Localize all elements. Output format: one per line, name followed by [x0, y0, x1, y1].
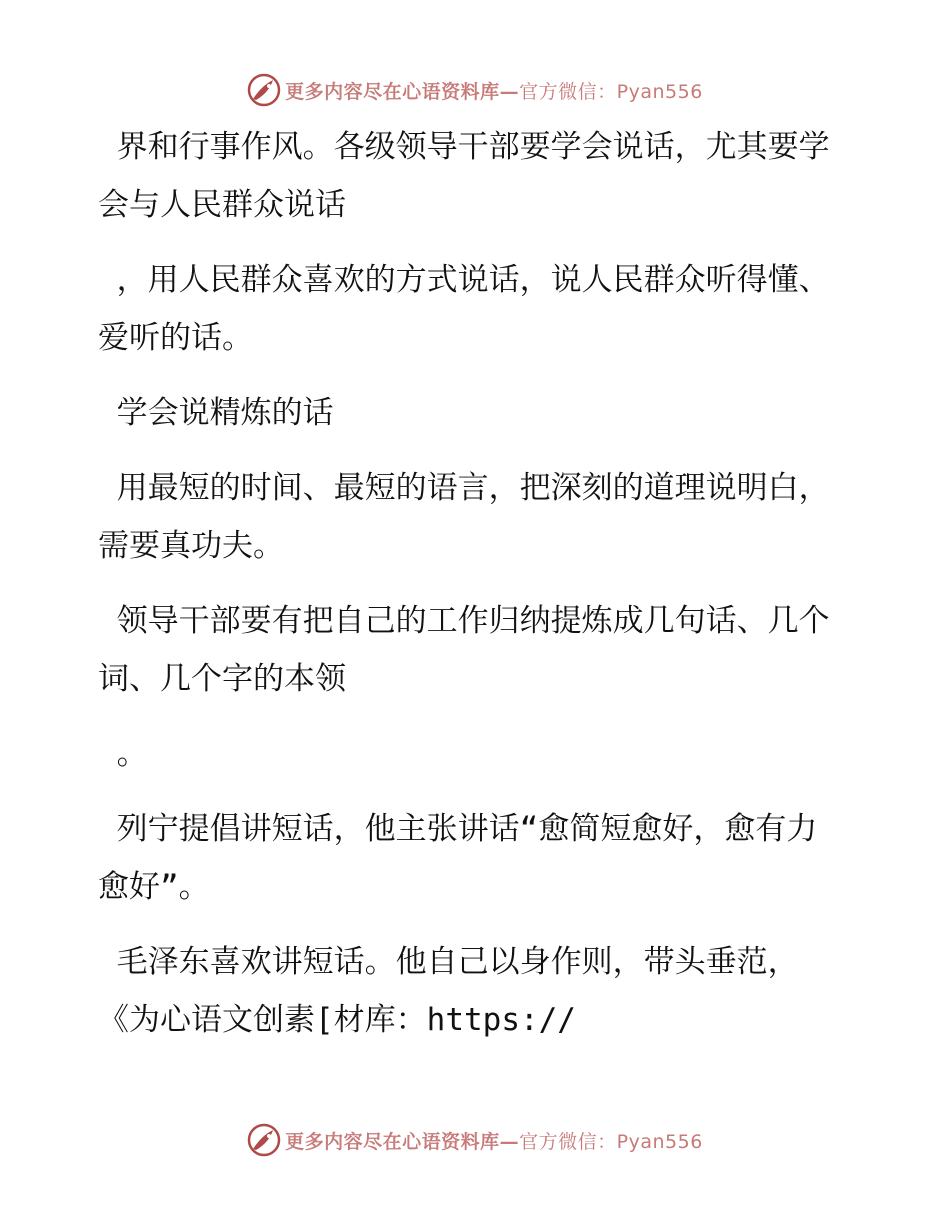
document-body — [98, 118, 838, 1066]
paragraph-3: 学会说精炼的话 — [98, 395, 334, 431]
header-banner-text: 更多内容尽在心语资料库—官方微信：Pyan556 — [285, 80, 703, 103]
header-banner — [0, 70, 950, 110]
pen-nib-logo-icon — [247, 1123, 281, 1157]
paragraph-1: 界和行事作风。各级领导干部要学会说话，尤其要学会与人民群众说话 — [98, 129, 830, 223]
paragraph-6: 。 — [98, 736, 148, 772]
footer-banner-contact: 官方微信：Pyan556 — [519, 1130, 703, 1153]
paragraph-2: ，用人民群众喜欢的方式说话，说人民群众听得懂、爱听的话。 — [98, 262, 830, 356]
footer-banner — [0, 1120, 950, 1160]
paragraph-8: 毛泽东喜欢讲短话。他自己以身作则，带头垂范，《为心语文创素[材库：https:// — [98, 944, 799, 1038]
paragraph-7: 列宁提倡讲短话，他主张讲话“愈简短愈好，愈有力愈好”。 — [98, 811, 818, 905]
footer-banner-text: 更多内容尽在心语资料库—官方微信：Pyan556 — [285, 1130, 703, 1153]
header-banner-contact: 官方微信：Pyan556 — [519, 80, 703, 103]
paragraph-4: 用最短的时间、最短的语言，把深刻的道理说明白，需要真功夫。 — [98, 470, 830, 564]
pen-nib-logo-icon — [247, 73, 281, 107]
paragraph-5: 领导干部要有把自己的工作归纳提炼成几句话、几个词、几个字的本领 — [98, 603, 830, 697]
